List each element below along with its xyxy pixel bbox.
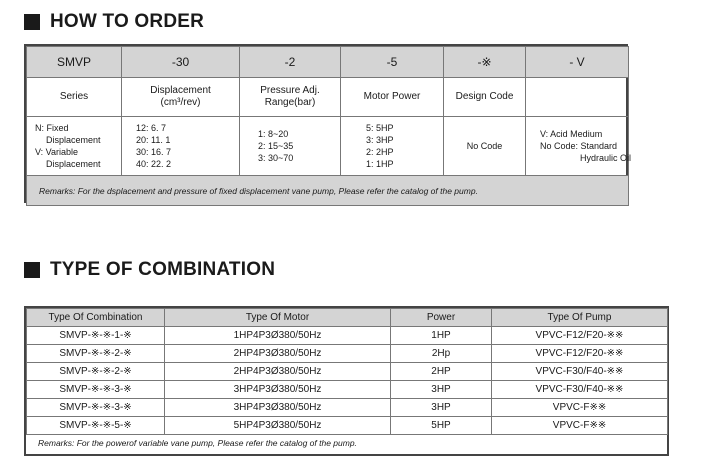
order-label-row [27,78,629,117]
combination-title: TYPE OF COMBINATION [50,259,276,280]
label-pressure-line1: Pressure Adj. [260,85,320,96]
code-segment-smvp: SMVP [27,47,122,78]
combination-cell: SMVP-※-※-2-※ [27,345,165,363]
motor-cell: 1HP4P3Ø380/50Hz [165,327,391,345]
motor-cell: 2HP4P3Ø380/50Hz [165,363,391,381]
power-cell: 1HP [391,327,492,345]
order-remarks: Remarks: For the dsplacement and pressure of fixed displacement vane pump, Please refer the catalog of the pump. [27,176,629,206]
table-row [27,345,668,363]
how-to-order-table [24,44,632,203]
column-header: Type Of Pump [492,309,668,327]
combination-cell: SMVP-※-※-1-※ [27,327,165,345]
order-remarks-row [27,176,629,206]
combination-remarks: Remarks: For the powerof variable vane pump, Please refer the catalog of the pump. [38,438,357,448]
table-row [27,327,668,345]
design-option: No Code [466,141,503,151]
power-cell: 5HP [391,417,492,435]
power-cell: 3HP [391,381,492,399]
medium-option: No Code: Standard [540,141,618,151]
label-design-code: Design Code [444,78,526,117]
pressure-option: 2: 15~35 [258,141,294,151]
code-segment-motor: -5 [341,47,444,78]
combination-header-row [27,309,668,327]
series-option: V: Variable [35,147,79,157]
column-header: Power [391,309,492,327]
motor-option: 3: 3HP [366,135,394,145]
how-to-order-title: HOW TO ORDER [50,11,205,32]
pressure-option: 1: 8~20 [258,129,289,139]
label-displacement [122,78,240,117]
power-cell: 2Hp [391,345,492,363]
combination-cell: SMVP-※-※-3-※ [27,399,165,417]
series-option: Displacement [46,159,101,169]
displacement-option: 40: 22. 2 [136,159,172,169]
label-pressure [240,78,341,117]
pressure-options [240,117,341,176]
table-row [27,417,668,435]
code-segment-pressure: -2 [240,47,341,78]
order-options-row [27,117,629,176]
series-option: Displacement [46,135,101,145]
motor-cell: 5HP4P3Ø380/50Hz [165,417,391,435]
combination-heading [24,259,275,281]
power-cell: 3HP [391,399,492,417]
label-series: Series [27,78,122,117]
motor-cell: 3HP4P3Ø380/50Hz [165,399,391,417]
displacement-option: 12: 6. 7 [136,123,167,133]
heading-square-icon [24,14,40,30]
pump-cell: VPVC-F30/F40-※※ [492,363,668,381]
displacement-option: 30: 16. 7 [136,147,172,157]
medium-options [526,117,632,176]
motor-option: 2: 2HP [366,147,394,157]
column-header: Type Of Combination [27,309,165,327]
series-options [27,117,122,176]
column-header: Type Of Motor [165,309,391,327]
motor-option: 1: 1HP [366,159,394,169]
label-displacement-line2: (cm³/rev) [160,97,201,108]
table-row [27,381,668,399]
code-segment-displacement: -30 [122,47,240,78]
combination-table [24,306,669,456]
order-code-header-row [27,47,629,78]
motor-option: 5: 5HP [366,123,394,133]
motor-cell: 3HP4P3Ø380/50Hz [165,381,391,399]
code-segment-medium: - V [526,47,629,78]
pressure-option: 3: 30~70 [258,153,294,163]
combination-cell: SMVP-※-※-5-※ [27,417,165,435]
power-cell: 2HP [391,363,492,381]
motor-cell: 2HP4P3Ø380/50Hz [165,345,391,363]
heading-square-icon [24,262,40,278]
label-displacement-line1: Displacement [150,85,211,96]
code-segment-design: -※ [444,47,526,78]
pump-cell: VPVC-F12/F20-※※ [492,327,668,345]
medium-option: V: Acid Medium [540,129,603,139]
displacement-options [122,117,240,176]
label-medium [526,78,629,117]
pump-cell: VPVC-F※※ [492,399,668,417]
pump-cell: VPVC-F12/F20-※※ [492,345,668,363]
label-motor-power: Motor Power [341,78,444,117]
design-options [444,117,526,176]
how-to-order-heading [24,11,204,33]
table-row [27,363,668,381]
combination-cell: SMVP-※-※-3-※ [27,381,165,399]
label-pressure-line2: Range(bar) [264,97,316,108]
series-option: N: Fixed [35,123,69,133]
combination-cell: SMVP-※-※-2-※ [27,363,165,381]
pump-cell: VPVC-F※※ [492,417,668,435]
pump-cell: VPVC-F30/F40-※※ [492,381,668,399]
table-row [27,399,668,417]
motor-options [341,117,444,176]
medium-option: Hydraulic Oil [580,153,632,163]
displacement-option: 20: 11. 1 [136,135,171,145]
